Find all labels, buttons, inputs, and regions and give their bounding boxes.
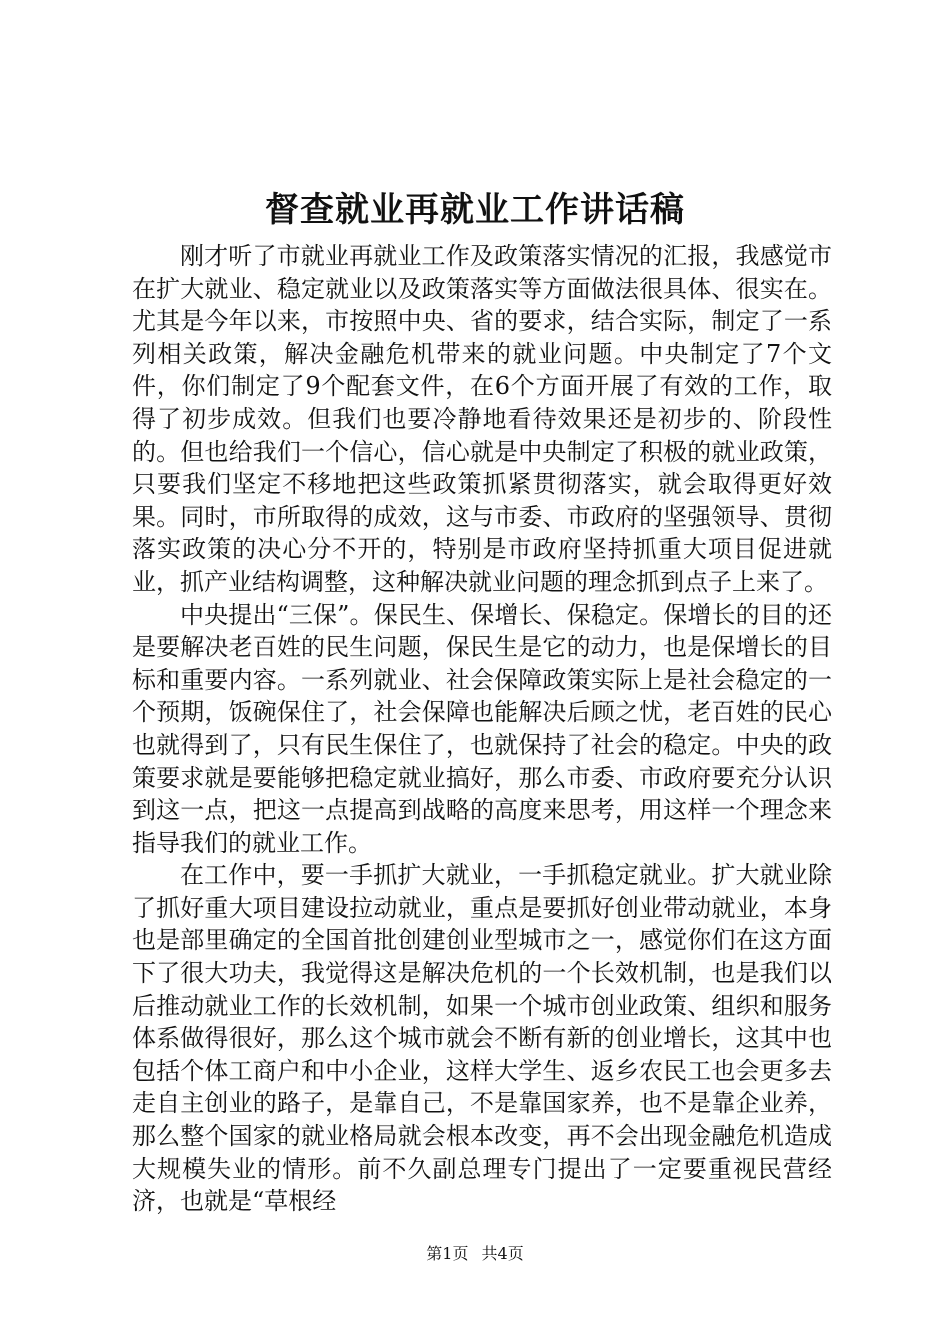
page-footer: [0, 1242, 950, 1266]
document-body: [132, 240, 832, 1218]
paragraph-2: 中央提出“三保”。保民生、保增长、保稳定。保增长的目的还是要解决老百姓的民生问题，保民生是它的动力，也是保增长的目标和重要内容。一系列就业、社会保障政策实际上是社会稳定的一个预期，饭碗保住了，社会保障也能解决后顾之忧，老百姓的民心也就得到了，只有民生保住了，也就保持了社会的稳定。中央的政策要求就是要能够把稳定就业搞好，那么市委、市政府要充分认识到这一点，把这一点提高到战略的高度来思考，用这样一个理念来指导我们的就业工作。: [132, 600, 832, 857]
page-total: 共4页: [481, 1244, 524, 1263]
page-title: 督查就业再就业工作讲话稿: [265, 190, 685, 230]
page-number: 第1页: [426, 1244, 469, 1263]
paragraph-3: 在工作中，要一手抓扩大就业，一手抓稳定就业。扩大就业除了抓好重大项目建设拉动就业，重点是要抓好创业带动就业，本身也是部里确定的全国首批创建创业型城市之一，感觉你们在这方面下了很大功夫，我觉得这是解决危机的一个长效机制，也是我们以后推动就业工作的长效机制，如果一个城市创业政策、组织和服务体系做得很好，那么这个城市就会不断有新的创业增长，这其中也包括个体工商户和中小企业，这样大学生、返乡农民工也会更多去走自主创业的路子，是靠自己，不是靠国家养，也不是靠企业养，那么整个国家的就业格局就会根本改变，再不会出现金融危机造成大规模失业的情形。前不久副总理专门提出了一定要重视民营经济，也就是“草根经: [132, 861, 832, 1216]
paragraph-1: 刚才听了市就业再就业工作及政策落实情况的汇报，我感觉市在扩大就业、稳定就业以及政策落实等方面做法很具体、很实在。尤其是今年以来，市按照中央、省的要求，结合实际，制定了一系列相关政策，解决金融危机带来的就业问题。中央制定了7个文件，你们制定了9个配套文件，在6个方面开展了有效的工作，取得了初步成效。但我们也要冷静地看待效果还是初步的、阶段性的。但也给我们一个信心，信心就是中央制定了积极的就业政策，只要我们坚定不移地把这些政策抓紧贯彻落实，就会取得更好效果。同时，市所取得的成效，这与市委、市政府的坚强领导、贯彻落实政策的决心分不开的，特别是市政府坚持抓重大项目促进就业，抓产业结构调整，这种解决就业问题的理念抓到点子上来了。: [132, 242, 832, 596]
